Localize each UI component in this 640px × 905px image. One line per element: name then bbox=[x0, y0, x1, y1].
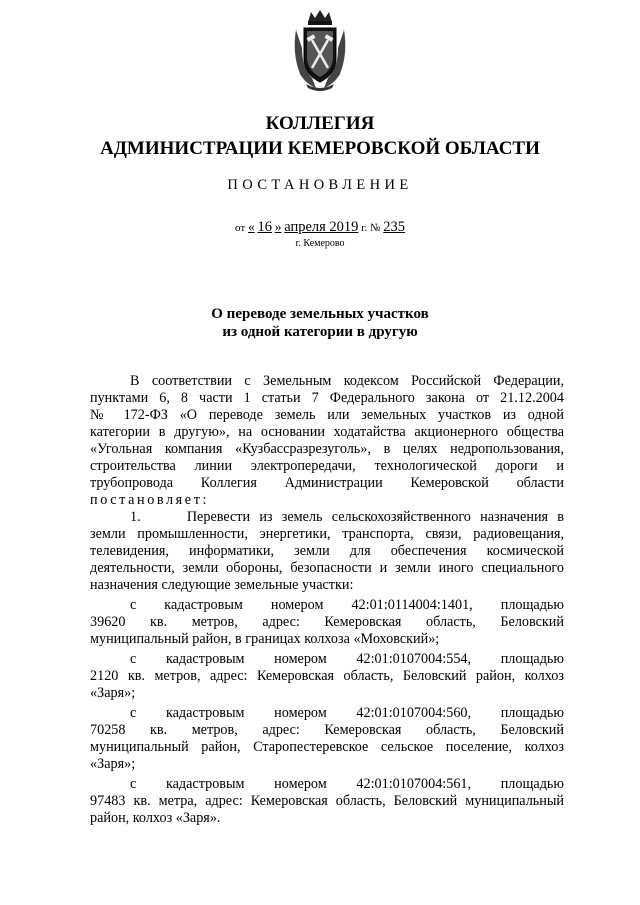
body-line: 97483 кв. метра, адрес: Кемеровская область, Беловский муниципальный bbox=[90, 793, 564, 809]
document-number: 235 bbox=[383, 219, 405, 235]
document-title-line2: из одной категории в другую bbox=[222, 324, 418, 340]
body-line: № 172-ФЗ «О переводе земель или земельных участков из одной bbox=[90, 407, 564, 423]
organization-name-line2: АДМИНИСТРАЦИИ КЕМЕРОВСКОЙ ОБЛАСТИ bbox=[100, 138, 540, 159]
body-line: В соответствии с Земельным кодексом Российской Федерации, bbox=[130, 373, 564, 389]
body-line: с кадастровым номером 42:01:0107004:561, площадью bbox=[130, 776, 564, 792]
body-line: муниципальный район, Старопестеревское сельское поселение, колхоз bbox=[90, 739, 564, 755]
organization-name-line1: КОЛЛЕГИЯ bbox=[265, 113, 375, 134]
body-line: район, колхоз «Заря». bbox=[90, 810, 221, 826]
body-line: «Угольная компания «Кузбассразрезуголь», в целях недропользования, bbox=[90, 441, 564, 457]
body-line: 2120 кв. метров, адрес: Кемеровская область, Беловский район, колхоз bbox=[90, 668, 564, 684]
date-day: 16 bbox=[257, 219, 272, 235]
body-line: строительства линии электропередачи, технологической дороги и bbox=[90, 458, 564, 474]
date-month-year: апреля 2019 bbox=[284, 219, 359, 235]
date-line bbox=[0, 219, 640, 236]
date-year-suffix: г. bbox=[361, 222, 368, 234]
body-line: «Заря»; bbox=[90, 685, 136, 701]
body-line: деятельности, земли обороны, безопасности и земли иного специального bbox=[90, 560, 564, 576]
body-line: категории в другую», на основании ходатайства акционерного общества bbox=[90, 424, 564, 440]
body-line: 1. Перевести из земель сельскохозяйственного назначения в bbox=[130, 509, 564, 525]
body-line: пунктами 6, 8 части 1 статьи 7 Федерального закона от 21.12.2004 bbox=[90, 390, 564, 406]
body-line: постановляет: bbox=[90, 492, 210, 508]
date-quote-close: » bbox=[274, 219, 282, 234]
body-line: муниципальный район, в границах колхоза «Моховский»; bbox=[90, 631, 440, 647]
date-prefix: от bbox=[235, 222, 246, 234]
body-line: телевидения, информатики, земли для обеспечения космической bbox=[90, 543, 564, 559]
body-line: земли промышленности, энергетики, транспорта, связи, радиовещания, bbox=[90, 526, 564, 542]
body-line: назначения следующие земельные участки: bbox=[90, 577, 354, 593]
body-line: 70258 кв. метров, адрес: Кемеровская область, Беловский bbox=[90, 722, 564, 738]
coat-of-arms-emblem bbox=[290, 8, 350, 92]
city-name: г. Кемерово bbox=[295, 238, 345, 249]
body-line: с кадастровым номером 42:01:0107004:554, площадью bbox=[130, 651, 564, 667]
body-line: 39620 кв. метров, адрес: Кемеровская область, Беловский bbox=[90, 614, 564, 630]
body-line: «Заря»; bbox=[90, 756, 136, 772]
date-quote-open: « bbox=[247, 219, 255, 234]
document-title-line1: О переводе земельных участков bbox=[211, 306, 429, 322]
number-sign: № bbox=[369, 222, 381, 234]
body-line: трубопровода Коллегия Администрации Кемеровской области bbox=[90, 475, 564, 491]
body-line: с кадастровым номером 42:01:0107004:560, площадью bbox=[130, 705, 564, 721]
document-type: ПОСТАНОВЛЕНИЕ bbox=[227, 177, 413, 193]
body-line: с кадастровым номером 42:01:0114004:1401, площадью bbox=[130, 597, 564, 613]
